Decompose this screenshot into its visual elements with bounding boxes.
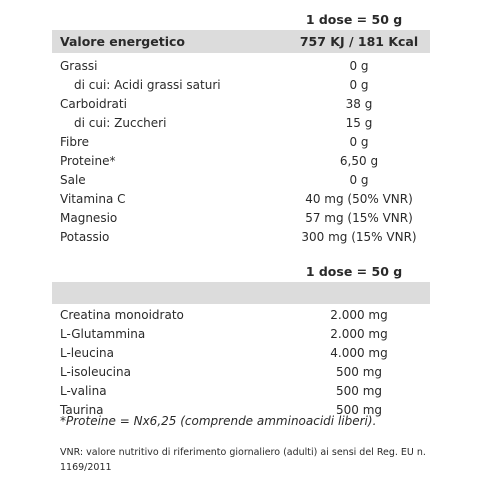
row-value: 4.000 mg: [330, 346, 388, 360]
table-row: [52, 95, 430, 114]
row-value: 500 mg: [335, 403, 383, 417]
protein-note: *Proteine = Nx6,25 (comprende amminoacidi liberi).: [60, 414, 377, 428]
nutrition-table: [52, 0, 430, 247]
row-label: Fibre: [60, 135, 90, 149]
dose-header-2: [52, 252, 430, 282]
empty-band: [52, 282, 430, 304]
energy-label: Valore energetico: [60, 34, 185, 49]
row-value: 38 g: [345, 97, 373, 111]
table-row: [52, 325, 430, 344]
energy-row: [52, 30, 430, 53]
row-value: 500 mg: [335, 384, 383, 398]
row-value: 6,50 g: [339, 154, 379, 168]
table-row: [52, 382, 430, 401]
row-label: L-leucina: [60, 346, 115, 360]
table-row: [52, 76, 430, 95]
row-value: 2.000 mg: [330, 308, 388, 322]
dose-header: [52, 0, 430, 30]
row-value: 2.000 mg: [330, 327, 388, 341]
table-row: [52, 363, 430, 382]
row-label: Magnesio: [60, 211, 118, 225]
table-row: [52, 228, 430, 247]
row-label: Sale: [60, 173, 86, 187]
row-label: Grassi: [60, 59, 98, 73]
table-row: [52, 171, 430, 190]
row-value: 0 g: [349, 135, 369, 149]
row-value: 57 mg (15% VNR): [305, 211, 413, 225]
row-value: 0 g: [349, 78, 369, 92]
row-label: Vitamina C: [60, 192, 126, 206]
row-label: di cui: Acidi grassi saturi: [74, 78, 221, 92]
table-row: [52, 344, 430, 363]
table-row: [52, 209, 430, 228]
row-value: 40 mg (50% VNR): [305, 192, 413, 206]
row-value: 300 mg (15% VNR): [301, 230, 417, 244]
row-label: Potassio: [60, 230, 110, 244]
vnr-footnote: VNR: valore nutritivo di riferimento giornaliero (adulti) ai sensi del Reg. EU n. 1169/2011: [60, 447, 426, 473]
row-label: di cui: Zuccheri: [74, 116, 167, 130]
table-row: [52, 133, 430, 152]
dose-header-label: 1 dose = 50 g: [305, 12, 403, 27]
nutrient-rows: [52, 53, 430, 247]
row-label: Carboidrati: [60, 97, 127, 111]
table-row: [52, 190, 430, 209]
row-value: 15 g: [345, 116, 373, 130]
row-value: 0 g: [349, 59, 369, 73]
table-row: [52, 114, 430, 133]
row-value: 500 mg: [335, 365, 383, 379]
energy-value: 757 KJ / 181 Kcal: [299, 34, 419, 49]
table-row: [52, 152, 430, 171]
table-row: [52, 57, 430, 76]
row-value: 0 g: [349, 173, 369, 187]
row-label: L-isoleucina: [60, 365, 131, 379]
row-label: Creatina monoidrato: [60, 308, 184, 322]
row-label: Proteine*: [60, 154, 116, 168]
row-label: L-Glutammina: [60, 327, 146, 341]
row-label: Taurina: [60, 403, 104, 417]
row-label: L-valina: [60, 384, 107, 398]
dose-header-label-2: 1 dose = 50 g: [305, 264, 403, 279]
ingredient-rows: [52, 304, 430, 420]
table-row: [52, 306, 430, 325]
ingredients-table: [52, 252, 430, 420]
